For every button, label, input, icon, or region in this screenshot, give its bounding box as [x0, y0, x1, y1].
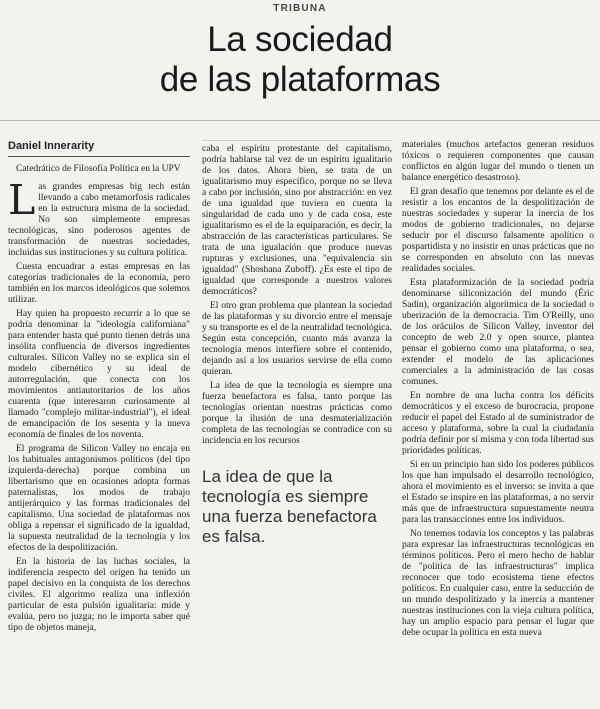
drop-cap: L: [8, 176, 36, 224]
article-paragraph: caba el espíritu protestante del capitalismo, podría hablarse tal vez de un espíritu igualitario de los datos. Ahora bien, se trata de un igualitarismo muy específico, porque no se lleva a cabo por inclusión, sino por abstracción: en vez de una igualdad que tuviera en cuenta la singularidad de cada uno y de cada cosa, este igualitarismo es el de la equiparación, es decir, la abstracción de las características particulares. Se trata de una igualación que produce nuevas rupturas y exclusiones, una "equivalencia sin igualdad" (Shoshana Zuboff). ¿Es este el tipo de igualdad que corresponde a nuestros valores democráticos?: [202, 144, 392, 297]
article-paragraph: El programa de Silicon Valley no encaja en los habituales antagonismos políticos (del tipo izquierda-derecha) porque combina un libertarismo que en ocasiones adopta formas paternalistas, los modos de trabajo antijerárquico y las formas tradicionales del capitalismo. Una sociedad de plataformas nos obliga a repensar el significado de la igualdad, la supuesta neutralidad de la tecnología y los efectos de la despolitización.: [8, 444, 190, 553]
article-paragraph: materiales (muchos artefactos generan residuos tóxicos o requieren componentes que causan conflictos en algún lugar del mundo o tienen un balance energético desastroso).: [402, 140, 594, 183]
article-paragraph: En la historia de las luchas sociales, la indiferencia respecto del origen ha tenido un papel decisivo en la conquista de los derechos civiles. El algoritmo realiza una inflexión particular de esta pulsión igualitaria: mide y evalúa, pero no juzga; no le importa saber qué tipo de objetos maneja,: [8, 557, 190, 633]
article-paragraph: Si en un principio han sido los poderes públicos los que han impulsado el desarrollo tecnológico, ahora el movimiento es el inverso: se invita a que el Estado se inspire en las plataformas, a no servir más que de infraestructura supuestamente neutra para las transacciones entre los individuos.: [402, 460, 594, 525]
author-name: Daniel Innerarity: [8, 140, 190, 157]
column-divider: [202, 140, 392, 141]
pull-quote: La idea de que la tecnología es siempre una fuerza benefactora es falsa.: [202, 467, 377, 546]
headline: [0, 20, 600, 100]
article-paragraph: Las grandes empresas big tech están llevando a cabo metamorfosis radicales en la estructura misma de la sociedad. No son simplemente empresas tecnológicas, sino poderosos agentes de transformación de nuestras sociedades, incluidas sus instituciones y su cultura política.: [8, 176, 190, 258]
section-label: TRIBUNA: [273, 3, 327, 14]
article-paragraph: El gran desafío que tenemos por delante es el de resistir a los encantos de la despolitización de nuestras sociedades y superar la inercia de los modos de gobierno tradicionales, no dejarse seducir por el discurso falsamente apolítico o pospartidista y no insistir en unas prácticas que no se corresponden en absoluto con las nuevas realidades sociales.: [402, 187, 594, 274]
header-divider: [0, 120, 600, 121]
column-2: [202, 140, 392, 709]
column-1: [8, 140, 190, 709]
article-paragraph: No tenemos todavía los conceptos y las palabras para expresar las infraestructuras tecnológicas en términos políticos. Pero el mero hecho de hablar de "política de las infraestructuras" implica reconocer que todo ecosistema tiene efectos políticos. En cualquier caso, entre la seducción de un mundo despolitizado y la inercia a mantener nuestras instituciones con la vieja cultura política, hay un amplio espacio para pensar el lugar que debe ocupar la política en esta nueva: [402, 529, 594, 638]
author-role: Catedrático de Filosofía Política en la UPV: [16, 164, 181, 174]
column-3: [402, 140, 594, 709]
article-paragraph: Esta plataformización de la sociedad podría denominarse siliconización del mundo (Éric Sadin), organización algorítmica de la sociedad o uberización de la democracia. Tim O'Reilly, uno de los oráculos de Silicon Valley, inventor del concepto de web 2.0 y open source, plantea pensar el gobierno como una plataforma, o sea, extender el modelo de las aplicaciones comerciales a la administración de las cosas comunes.: [402, 278, 594, 387]
article-paragraph: Cuesta encuadrar a estas empresas en las categorías tradicionales de la economía, pero también en los marcos ideológicos que solemos utilizar.: [8, 262, 190, 305]
article-paragraph: El otro gran problema que plantean la sociedad de las plataformas y su divorcio entre el mensaje y su transporte es el de la neutralidad tecnológica. Según esta concepción, cuanto más avanza la tecnología menos interfiere sobre el contenido, dejando así a los usuarios servirse de ella como quieran.: [202, 301, 392, 377]
article-paragraph: La idea de que la tecnología es siempre una fuerza benefactora es falsa, tanto porque las tecnologías orientan nuestras prácticas como porque la ilusión de una desmaterialización completa de las tecnologías se contradice con su incidencia en los recursos: [202, 381, 392, 446]
article-paragraph: En nombre de una lucha contra los déficits democráticos y el exceso de burocracia, propone reducir el papel del Estado al de suministrador de acceso y plataforma, sobre la cual la ciudadanía podría definir por sí misma y con toda libertad sus prioridades políticas.: [402, 391, 594, 456]
headline-line-2: de las plataformas: [159, 60, 441, 99]
headline-line-1: La sociedad: [207, 20, 393, 59]
article-paragraph: Hay quien ha propuesto recurrir a lo que se podría denominar la "ideología californiana" para entender hasta qué punto tienen detrás una insólita confluencia de diversos ingredientes culturales. Silicon Valley no se explica sin el modelo cibernético y su ideal de autorregulación, que conecta con los movimientos antiautoritarios de los años cuarenta (que interesaron curiosamente al llamado "complejo militar-industrial"), el ideal de emancipación de los sesenta y la nueva economía de finales de los noventa.: [8, 309, 190, 440]
